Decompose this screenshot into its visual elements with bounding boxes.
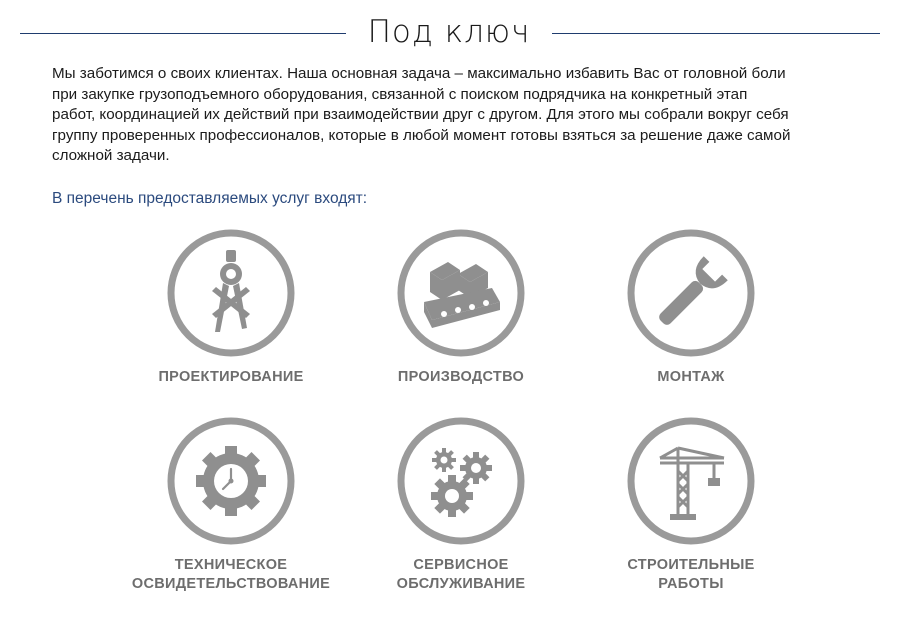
tower-crane-icon [626,416,756,546]
service-card-maintenance[interactable] [341,416,581,594]
service-label: МОНТАЖ [657,369,725,385]
service-card-inspection[interactable] [111,416,351,594]
gear-gauge-icon [166,416,296,546]
services-heading: В перечень предоставляемых услуг входят: [52,190,368,207]
intro-line: группу проверенных профессионалов, которые в любой момент готовы взяться за решение даже самой [52,126,791,144]
service-label: ПРОИЗВОДСТВО [397,369,525,385]
intro-line: работ, координацией их действий при взаимодействии друг с другом. Для этого мы собрали вокруг себя [52,106,789,123]
wrench-icon [626,228,756,358]
service-label: ТЕХНИЧЕСКОЕ ОСВИДЕТЕЛЬСТВОВАНИЕ [131,557,331,592]
service-card-assembly[interactable] [571,228,811,387]
service-card-production[interactable] [341,228,581,387]
service-card-design[interactable] [111,228,351,387]
conveyor-production-icon [396,228,526,358]
header-rule-right [552,33,880,34]
service-label: СЕРВИСНОЕ ОБСЛУЖИВАНИЕ [396,557,526,592]
service-card-construction[interactable] [571,416,811,594]
intro-text [52,64,862,167]
header-rule-left [20,33,346,34]
drafting-compass-icon [166,228,296,358]
intro-line: Мы заботимся о своих клиентах. Наша основная задача – максимально избавить Вас от головной боли [52,65,786,82]
page-title: Под ключ [367,14,531,50]
intro-line: сложной задачи. [52,147,170,164]
gears-icon [396,416,526,546]
page-header [20,12,880,56]
service-label: ПРОЕКТИРОВАНИЕ [158,369,304,385]
service-label: СТРОИТЕЛЬНЫЕ РАБОТЫ [627,557,755,592]
intro-line: при закупке грузоподъемного оборудования, связанной с поиском подрядчика на конкретный этап [52,85,748,103]
